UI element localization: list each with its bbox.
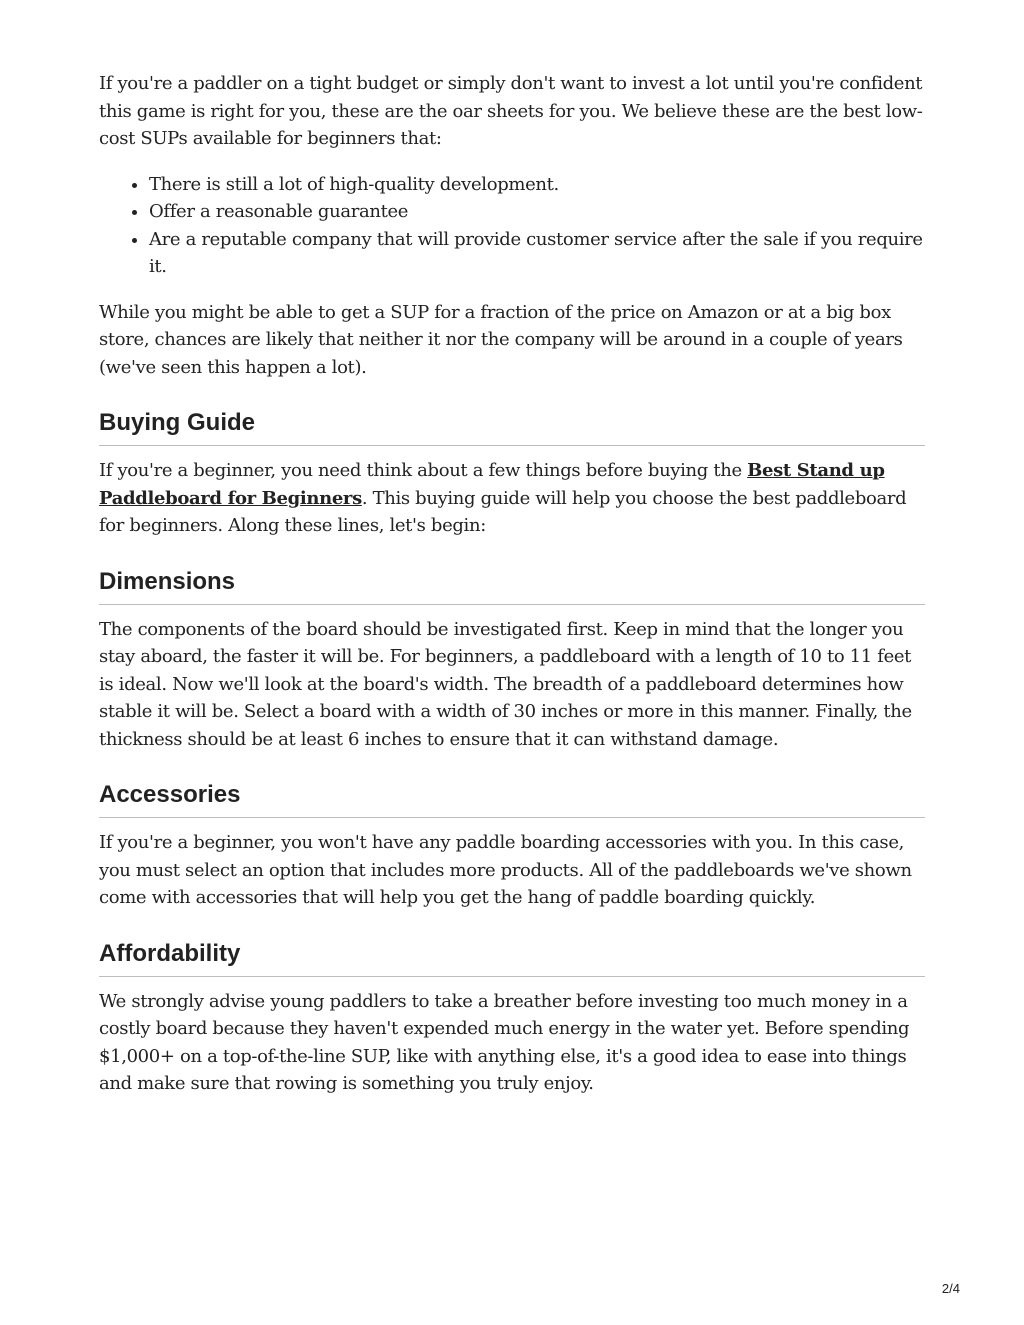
page-number: 2/4 — [941, 1281, 960, 1296]
intro-closing-paragraph: While you might be able to get a SUP for a fraction of the price on Amazon or at a big box store, chances are likely that neither it nor the company will be around in a couple of years (we've seen this happen a lot). — [99, 301, 903, 378]
list-item: • There is still a lot of high-quality development. — [149, 171, 925, 199]
best-paddleboard-link[interactable]: Best Stand up Paddleboard for Beginners — [99, 460, 885, 509]
buying-guide-text-after: . This buying guide will help you choose the best paddleboard for beginners. Along these lines, let's begin: — [99, 487, 907, 536]
affordability-paragraph: We strongly advise young paddlers to take a breather before investing too much money in a costly board because they haven't expended much energy in the water yet. Before spending $1,000+ on a top-of-the-line SUP, like with anything else, it's a good idea to ease into things and make sure that rowing is something you truly enjoy. — [99, 990, 910, 1094]
buying-guide-heading: Buying Guide — [99, 408, 925, 446]
feature-list — [99, 171, 925, 281]
buying-guide-paragraph — [99, 457, 925, 540]
dimensions-heading: Dimensions — [99, 567, 925, 605]
accessories-paragraph: If you're a beginner, you won't have any paddle boarding accessories with you. In this case, you must select an option that includes more products. All of the paddleboards we've shown come with accessories that will help you get the hang of paddle boarding quickly. — [99, 832, 912, 908]
list-item: • Are a reputable company that will provide customer service after the sale if you require it. — [149, 226, 925, 281]
intro-paragraph: If you're a paddler on a tight budget or simply don't want to invest a lot until you're confident this game is right for you, these are the oar sheets for you. We believe these are the best low-cost SUPs available for beginners that: — [99, 73, 923, 149]
buying-guide-text-before: If you're a beginner, you need think about a few things before buying the — [99, 460, 748, 481]
affordability-heading: Affordability — [99, 939, 925, 977]
document-page — [99, 70, 925, 1116]
accessories-heading: Accessories — [99, 780, 925, 818]
list-item: • Offer a reasonable guarantee — [149, 198, 925, 226]
dimensions-paragraph: The components of the board should be investigated first. Keep in mind that the longer you stay aboard, the faster it will be. For beginners, a paddleboard with a length of 10 to 11 feet is ideal. Now we'll look at the board's width. The breadth of a paddleboard determines how stable it will be. Select a board with a width of 30 inches or more in this manner. Finally, the thickness should be at least 6 inches to ensure that it can withstand damage. — [99, 618, 912, 750]
